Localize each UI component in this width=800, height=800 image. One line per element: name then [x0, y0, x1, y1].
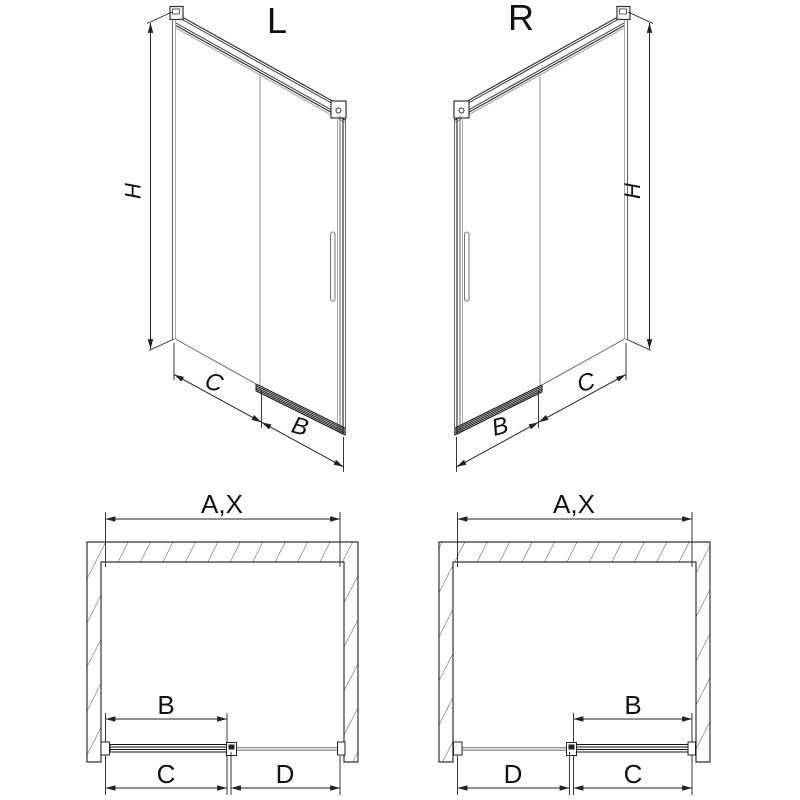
sliding-door-panel — [331, 116, 346, 436]
door-assembly — [454, 742, 696, 756]
dim-label-B: B — [288, 411, 312, 442]
dimension-C — [574, 759, 693, 789]
dimension-C-left — [174, 343, 262, 428]
dim-label-D: D — [275, 759, 295, 789]
plan-view-left — [87, 489, 358, 795]
dim-label-C: C — [623, 759, 643, 789]
iso-view-right — [454, 0, 653, 472]
top-rail — [454, 7, 630, 123]
door-handle — [465, 232, 470, 301]
fixed-glass-panel — [173, 20, 261, 386]
dim-label-C: C — [156, 759, 176, 789]
dim-label-C: C — [202, 367, 226, 399]
rail-end-cap-left — [454, 101, 469, 118]
dim-label-AX: A,X — [553, 489, 595, 519]
rail-end-cap-right — [331, 101, 346, 118]
sliding-door-panel — [455, 116, 470, 436]
door-assembly — [101, 742, 345, 756]
wall-section — [87, 542, 358, 762]
dimension-H-left — [121, 12, 175, 351]
wall-bracket-right — [338, 742, 346, 755]
fixed-glass-panel — [540, 20, 628, 386]
rail-end-cap-right — [617, 7, 630, 20]
rail-end-cap-left — [170, 7, 183, 20]
dim-label-H: H — [120, 183, 146, 199]
dim-label-H: H — [620, 183, 645, 199]
dimension-D — [231, 752, 340, 795]
wall-section — [439, 542, 710, 762]
dimension-D — [458, 752, 570, 795]
view-label-left: L — [266, 0, 288, 41]
door-handle — [331, 232, 336, 301]
view-label-right: R — [508, 0, 534, 38]
wall-bracket-right — [688, 742, 696, 755]
dim-label-D: D — [503, 759, 523, 789]
dim-label-B: B — [488, 411, 512, 442]
top-rail — [170, 7, 346, 123]
plan-view-right — [439, 489, 710, 795]
dimension-C — [106, 759, 228, 789]
dim-label-C: C — [574, 367, 598, 399]
wall-bracket-left — [454, 742, 463, 755]
dim-label-B: B — [624, 690, 642, 720]
iso-view-left — [121, 0, 347, 472]
wall-bracket-left — [101, 742, 110, 755]
dim-label-B: B — [157, 690, 175, 720]
dimension-C-right — [539, 343, 627, 428]
dim-label-AX: A,X — [201, 489, 243, 519]
